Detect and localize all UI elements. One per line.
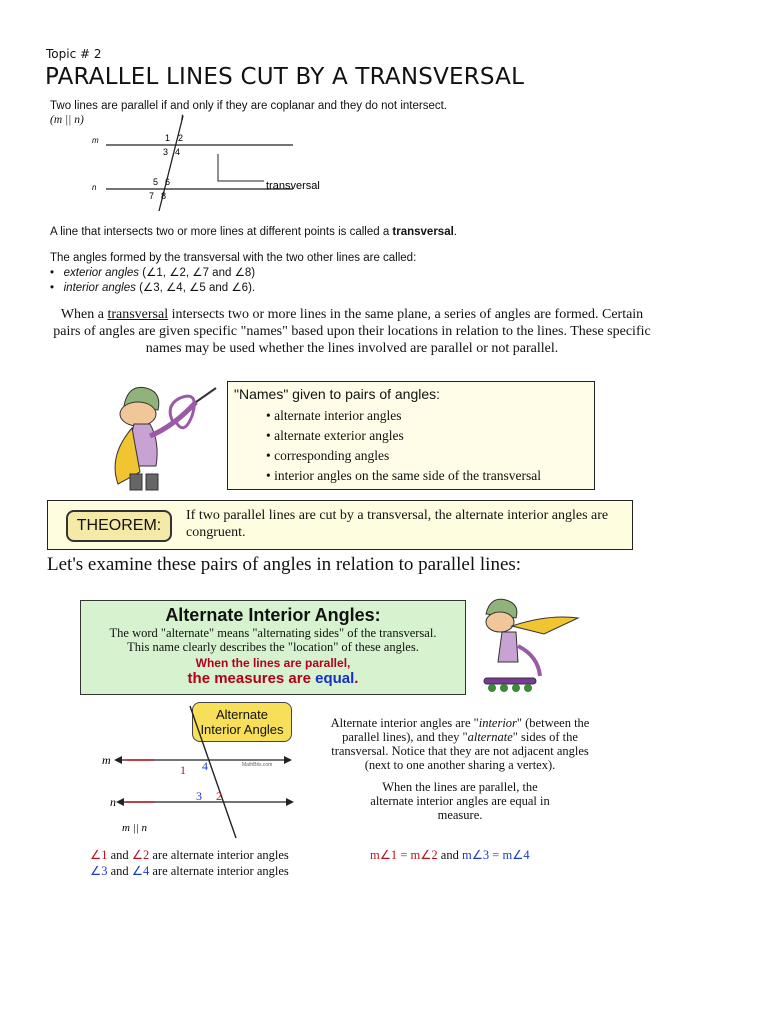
label-t: t [181,113,184,122]
angle-2-label: 2 [178,133,184,143]
alt-desc-equal: When the lines are parallel, the alternate interior angles are equal in measure. [370,780,550,822]
angles-formed-list [50,251,416,296]
label-n: n [110,795,116,809]
transversal-line [190,706,236,838]
pair-3-4: ∠3 and ∠4 are alternate interior angles [90,864,289,878]
angle-names-paragraph: When a transversal intersects two or more lines in the same plane, a series of angles are formed. Certain pairs of angles are given specific "names" based upon their locations in relation to the lines. These specific names may be used whether the lines involved are parallel or not parallel. [53,307,651,356]
angle-3-label: 3 [196,789,202,803]
parallel-notation: (m || n) [50,114,84,126]
alt-interior-line1: The word "alternate" means "alternating sides" of the transversal. [109,626,437,640]
theorem-badge: THEOREM: [66,510,172,542]
pair-1-2: ∠1 and ∠2 are alternate interior angles [90,848,289,862]
angle-4-label: 4 [202,759,208,773]
character-skateboard-icon [478,596,588,696]
transversal-term: transversal [392,226,454,238]
transversal-underlined: transversal [107,307,169,322]
interior-angles-item: • interior angles (∠3, ∠4, ∠5 and ∠6). [50,282,256,294]
list-item: • corresponding angles [266,448,390,463]
angle-7-label: 7 [149,191,155,201]
transversal-figure [88,110,348,214]
arrow-left-m [114,756,122,764]
angles-formed-intro: The angles formed by the transversal with the two other lines are called: [50,252,417,264]
angle-2-label: 2 [216,789,222,803]
angle-1-label: 1 [165,133,171,143]
label-n: n [92,183,97,192]
alt-interior-line2: This name clearly describes the "location" of these angles. [127,640,419,654]
list-item: • interior angles on the same side of the transversal [266,468,542,483]
angle-1-label: 1 [180,763,186,777]
page-title: PARALLEL LINES CUT BY A TRANSVERSAL [45,64,525,90]
label-m: m [102,753,111,767]
theorem-box [47,500,633,550]
angle-names-box [227,381,595,490]
list-item: • alternate exterior angles [266,428,404,443]
alt-interior-heading: Alternate Interior Angles: [165,605,381,625]
angle-6-label: 6 [165,177,171,187]
alt-interior-figure [96,700,306,840]
label-transversal: transversal [266,180,320,192]
parallel-def-text: Two lines are parallel if and only if they are coplanar and they do not intersect. [50,100,447,112]
angle-3-label: 3 [163,147,169,157]
alternate-interior-box [80,600,466,695]
watermark: MathBits.com [242,762,273,768]
examine-heading: Let's examine these pairs of angles in relation to parallel lines: [47,554,522,575]
arrow-right-m [284,756,292,764]
alt-desc-para: Alternate interior angles are "interior" (between the parallel lines), and they "alternate" sides of the transversal. Notice that they are not adjacent angles (next to one another sharing a vertex). [330,716,590,772]
angle-5-label: 5 [153,177,159,187]
alt-interior-badge: Alternate Interior Angles [192,702,292,742]
angle-pairs [90,847,289,879]
exterior-angles-item: • exterior angles (∠1, ∠2, ∠7 and ∠8) [50,267,256,279]
label-m: m [92,136,99,145]
theorem-text: If two parallel lines are cut by a transversal, the alternate interior angles are congruent. [186,508,609,540]
arrow-right-n [286,798,294,806]
angle-8-label: 8 [161,191,167,201]
equation-line: m∠1 = m∠2 and m∠3 = m∠4 [370,848,530,862]
arrow-left-n [116,798,124,806]
topic-label: Topic # 2 [46,47,102,61]
transversal-pointer [218,154,264,181]
angle-4-label: 4 [175,147,181,157]
names-box-heading: "Names" given to pairs of angles: [234,386,441,402]
character-pointing-icon [104,376,224,494]
alt-interior-measure: the measures are equal. [187,670,359,687]
transversal-definition: A line that intersects two or more lines at different points is called a transversal. [50,226,457,238]
names-list [266,406,541,486]
alt-interior-description [330,716,590,822]
list-item: • alternate interior angles [266,408,402,423]
label-m-parallel-n: m || n [122,822,147,834]
alt-interior-condition: When the lines are parallel, [195,656,351,670]
